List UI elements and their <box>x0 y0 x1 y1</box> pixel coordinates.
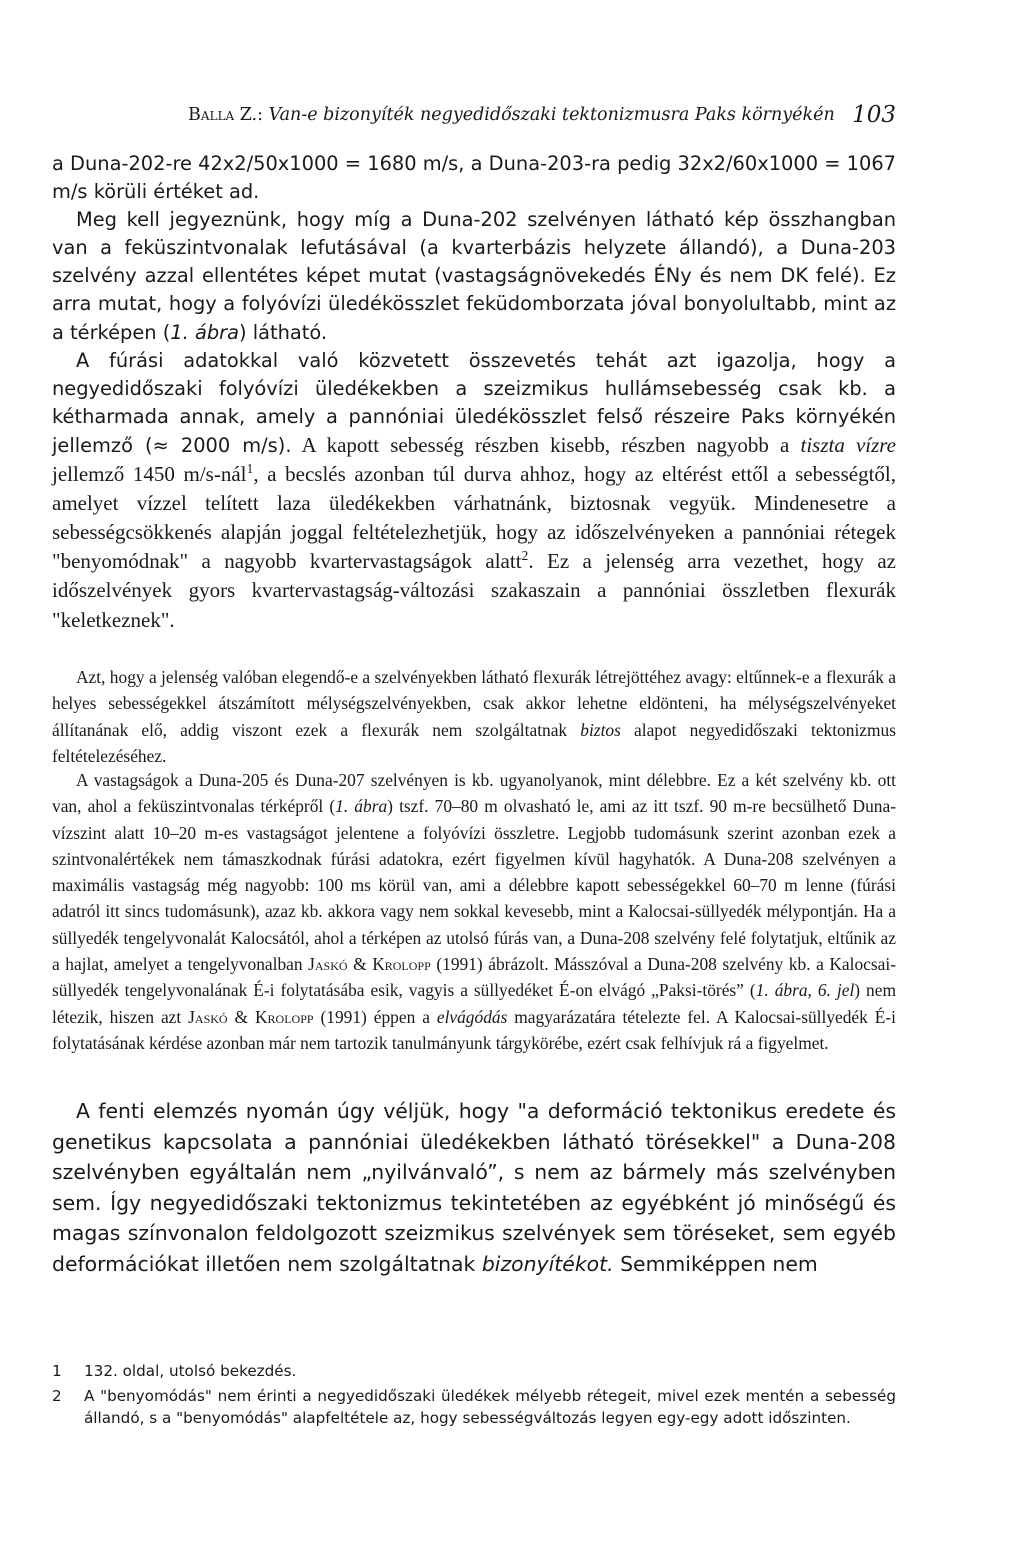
main-text <box>52 150 896 635</box>
ampersand: & <box>347 954 373 975</box>
paragraph-3-text-b: A kapott sebesség részben kisebb, részben nagyobb a <box>291 432 801 457</box>
emphasis-elvagodas: elvágódás <box>436 1006 508 1027</box>
paragraph-3-text-d: , a becslés azonban túl durva ahhoz, hogy az eltérést ettől a sebességtől, amelyet vízzel telített laza üledékekben várhatnánk, biztosnak vegyük. Mindenesetre a sebességcsökkenés alapján joggal feltételezhetjük, hogy az időszelvényeken a pannóniai rétegek "benyomódnak" a nagyobb kvartervastagságok alatt <box>52 462 896 574</box>
small-paragraph-2 <box>52 767 896 1056</box>
header-title <box>188 105 835 125</box>
paragraph-2 <box>52 206 896 346</box>
footnote-2 <box>52 1385 896 1430</box>
footnote-ref-2: 2 <box>521 548 529 564</box>
paragraph-3 <box>52 347 896 635</box>
author-krolopp: Krolopp <box>254 1006 314 1027</box>
footnote-number: 2 <box>52 1386 62 1405</box>
small-1-text-b: alapot negyedidőszaki tektonizmus feltételezéséhez. <box>52 719 896 766</box>
paragraph-3-text-e: . Ez a jelenség arra vezethet, hogy az időszelvények gyors kvartervastagság-változási szakaszain a pannóniai összletben flexurák "keletkeznek". <box>52 549 896 632</box>
footnote-text: 132. oldal, utolsó bekezdés. <box>84 1362 297 1380</box>
emphasis-biztos: biztos <box>580 719 621 740</box>
document-page <box>52 0 896 1559</box>
footnote-number: 1 <box>52 1362 62 1380</box>
footnotes <box>52 1360 896 1432</box>
figure-ref: 1. ábra <box>335 796 388 817</box>
footnote-1 <box>52 1360 896 1383</box>
running-header <box>52 103 896 133</box>
small-2-text-f: magyarázatára tételezte fel. A Kalocsai-süllyedék É-i folytatásának kérdése azonban már nem tartozik tanulmányunk tárgykörébe, ezért csak felhívjuk rá a figyelmet. <box>52 1006 897 1053</box>
small-text-1 <box>52 664 896 769</box>
paragraph-3-text-a: A fúrási adatokkal való közvetett összevetés tehát azt igazolja, hogy a negyedidőszaki folyóvízi üledékekben a szeizmikus hullámsebesség csak kb. a kétharmada annak, amely a pannóniai üledékösszlet felső részeire Paks környékén jellemző (≈ 2000 m/s). <box>52 348 896 457</box>
footnote-ref-1: 1 <box>246 461 254 477</box>
author-jasko: Jaskó <box>308 954 348 975</box>
paragraph-1: a Duna-202-re 42x2/50x1000 = 1680 m/s, a Duna-203-ra pedig 32x2/60x1000 = 1067 m/s körüli értéket ad. <box>52 152 896 204</box>
header-author: Balla Z.: <box>188 105 264 125</box>
conclusion-text-b: Semmiképpen nem <box>613 1251 818 1276</box>
small-2-text-d: ) nem létezik, hiszen azt <box>52 980 896 1027</box>
author-jasko: Jaskó <box>188 1006 228 1027</box>
paragraph-2-text-a: Meg kell jegyeznünk, hogy míg a Duna-202 szelvényen látható kép összhangban van a feküszintvonalak lefutásával (a kvarterbázis helyzete állandó), a Duna-203 szelvény azzal ellentétes képet mutat (vastagságnövekedés ÉNy és nem DK felé). Ez arra mutat, hogy a folyóvízi üledékösszlet feküdomborzata jóval bonyolultabb, mint az a térképen ( <box>52 208 896 344</box>
paragraph-3-text-c: jellemző 1450 m/s-nál <box>52 462 247 487</box>
emphasis-tiszta-vizre: tiszta vízre <box>800 432 897 457</box>
small-2-text-e: (1991) éppen a <box>313 1006 437 1027</box>
paragraph-3-serif-part <box>52 433 896 632</box>
page-number: 103 <box>852 102 896 128</box>
emphasis-bizonyitekot: bizonyítékot. <box>481 1251 614 1276</box>
small-2-text-a: A vastagságok a Duna-205 és Duna-207 szelvényen is kb. ugyanolyanok, mint délebbre. Ez a két szelvény kb. ott van, ahol a feküszintvonalas térképről ( <box>52 770 896 817</box>
conclusion-text <box>52 1096 896 1279</box>
paragraph-2-text-b: ) látható. <box>239 320 328 344</box>
figure-ref-2: 1. ábra, 6. jel <box>755 980 855 1001</box>
figure-ref: 1. ábra <box>170 320 239 344</box>
footnote-text: A "benyomódás" nem érinti a negyedidőszaki üledékek mélyebb rétegeit, mivel ezek mentén a sebesség állandó, s a "benyomódás" alapfeltétele az, hogy sebességváltozás legyen egy-egy adott időszinten. <box>84 1386 896 1427</box>
ampersand: & <box>227 1006 255 1027</box>
small-text-2 <box>52 767 896 1056</box>
header-article-title: Van-e bizonyíték negyedidőszaki tektonizmusra Paks környékén <box>268 105 835 125</box>
conclusion-paragraph <box>52 1096 896 1279</box>
small-2-text-b: ) tszf. 70–80 m olvasható le, ami az itt tszf. 90 m-re becsülhető Duna-vízszint alatt 10–20 m-es vastagságot jelentene a folyóvízi összletre. Legjobb tudomásunk szerint azonban ezek a szintvonalértékek nem támaszkodnak fúrási adatokra, ezért figyelmen kívül hagyhatók. A Duna-208 szelvényen a maximális vastagság még nagyobb: 100 ms körül van, ami a délebbre kapott sebességekkel 60–70 m lenne (fúrási adatról itt sincs tudomásunk), azaz kb. akkora vagy nem sokkal kevesebb, mint a Kalocsai-süllyedék mélypontján. Ha a süllyedék tengelyvonalát Kalocsától, ahol a térképen az utolsó fúrás van, a Duna-208 szelvény felé folytatjuk, eltűnik az a hajlat, amelyet a tengelyvonalban <box>52 796 896 975</box>
small-paragraph-1 <box>52 664 896 769</box>
conclusion-text-a: A fenti elemzés nyomán úgy véljük, hogy "a deformáció tektonikus eredete és genetikus kapcsolata a pannóniai üledékekben látható törésekkel" a Duna-208 szelvényben egyáltalán nem „nyilvánvaló”, s nem az bármely más szelvényben sem. Így negyedidőszaki tektonizmus tekintetében az egyébként jó minőségű és magas színvonalon feldolgozott szeizmikus szelvények sem töréseket, sem egyéb deformációkat illetően nem szolgáltatnak <box>52 1099 896 1276</box>
small-2-text-c: (1991) ábrázolt. Másszóval a Duna-208 szelvény kb. a Kalocsai-süllyedék tengelyvonalának É-i folytatásába esik, vagyis a süllyedéket É-on elvágó „Paksi-törés” ( <box>52 954 896 1001</box>
author-krolopp: Krolopp <box>372 954 431 975</box>
small-1-text-a: Azt, hogy a jelenség valóban elegendő-e a szelvényekben látható flexurák létrejöttéhez avagy: eltűnnek-e a flexurák a helyes sebességekkel átszámított mélységszelvényekben, csak akkor lehetne eldönteni, ha mélységszelvényeket állítanának elő, addig viszont ezek a flexurák nem szolgáltatnak <box>52 667 896 740</box>
